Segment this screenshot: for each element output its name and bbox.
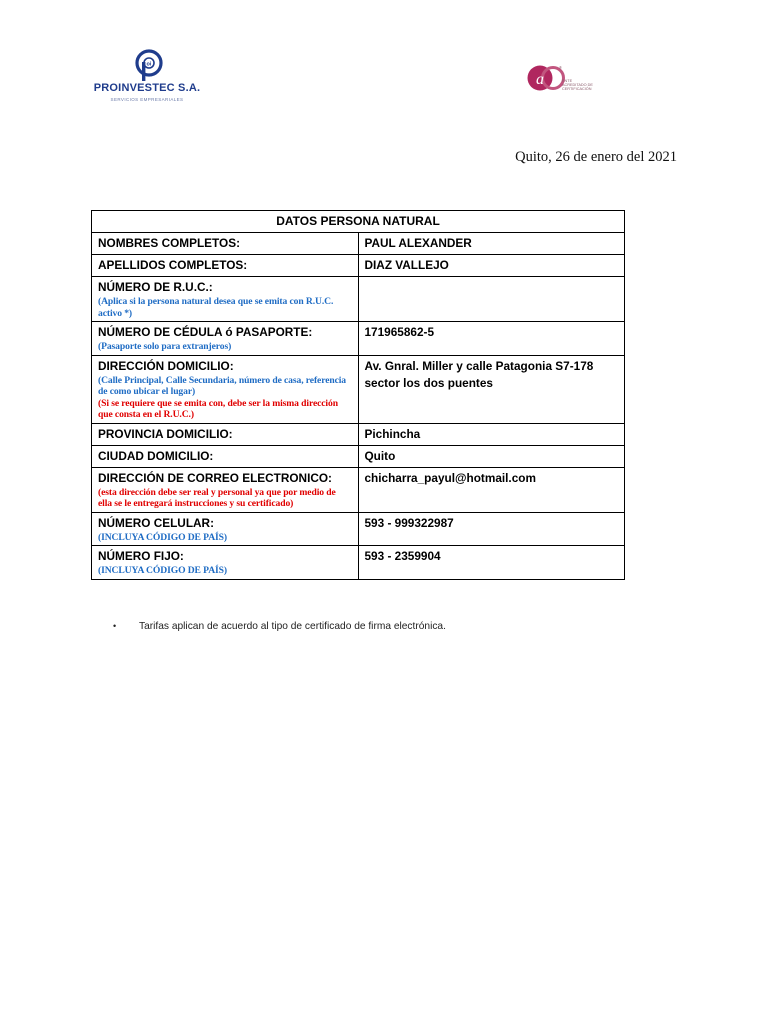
value-direccion[interactable]: Av. Gnral. Miller y calle Patagonia S7-178 sector los dos puentes <box>364 358 594 390</box>
row-provincia <box>92 423 625 445</box>
row-cedula <box>92 322 625 356</box>
note-ruc: (Aplica si la persona natural desea que se emita con R.U.C. activo *) <box>98 296 334 319</box>
document-date: Quito, 26 de enero del 2021 <box>515 149 677 165</box>
value-apellidos[interactable]: DIAZ VALLEJO <box>364 258 449 272</box>
ac-certification-logo <box>526 58 592 102</box>
label-direccion: DIRECCIÓN DOMICILIO: <box>98 358 234 373</box>
proinvestec-brand: PROINVESTEC S.A. <box>93 82 201 94</box>
value-celular[interactable]: 593 - 999322987 <box>364 515 454 530</box>
label-apellidos: APELLIDOS COMPLETOS: <box>98 258 248 272</box>
svg-text:®: ® <box>559 65 562 70</box>
bullet-icon: • <box>113 621 117 631</box>
row-fijo <box>92 546 625 580</box>
personal-data-form <box>91 210 625 580</box>
svg-text:a: a <box>536 71 544 88</box>
note-direccion-blue: (Calle Principal, Calle Secundaria, número de casa, referencia de como ubicar el lugar) <box>98 374 347 397</box>
note-correo: (esta dirección debe ser real y personal ya que por medio de ella se le entregará instrucciones y su certificado) <box>98 486 336 509</box>
value-nombres[interactable]: PAUL ALEXANDER <box>364 236 472 250</box>
label-ruc: NÚMERO DE R.U.C.: <box>98 280 213 294</box>
label-correo: DIRECCIÓN DE CORREO ELECTRONICO: <box>98 470 332 485</box>
note-celular: (INCLUYA CÓDIGO DE PAÍS) <box>98 531 227 543</box>
proinvestec-mark-icon <box>132 48 166 82</box>
value-cedula[interactable]: 171965862-5 <box>364 325 435 339</box>
label-cedula: NÚMERO DE CÉDULA ó PASAPORTE: <box>98 325 313 339</box>
row-ruc <box>92 277 625 322</box>
form-title: DATOS PERSONA NATURAL <box>92 211 625 233</box>
label-fijo: NÚMERO FIJO: <box>98 549 184 563</box>
value-correo[interactable]: chicharra_payul@hotmail.com <box>364 470 536 485</box>
row-nombres <box>92 233 625 255</box>
bullet-text: Tarifas aplican de acuerdo al tipo de certificado de firma electrónica. <box>139 621 446 632</box>
value-ciudad[interactable]: Quito <box>364 448 396 463</box>
svg-text:oi: oi <box>146 61 152 68</box>
label-provincia: PROVINCIA DOMICILIO: <box>98 426 233 441</box>
proinvestec-tagline: SERVICIOS EMPRESARIALES <box>110 97 184 102</box>
note-cedula: (Pasaporte solo para extranjeros) <box>98 341 232 352</box>
row-celular <box>92 512 625 546</box>
note-fijo: (INCLUYA CÓDIGO DE PAÍS) <box>98 565 227 576</box>
ac-subtitle: ENTE ACREDITADO DE CERTIFICACIÓN <box>562 79 593 92</box>
form-title-row <box>92 211 625 233</box>
row-correo <box>92 467 625 512</box>
row-apellidos <box>92 255 625 277</box>
row-direccion <box>92 355 625 423</box>
value-provincia[interactable]: Pichincha <box>364 426 421 441</box>
proinvestec-logo <box>92 44 202 106</box>
note-direccion-red: (Si se requiere que se emita con, debe ser la misma dirección que consta en el R.U.C.) <box>98 397 338 420</box>
ac-mark-icon <box>526 58 572 98</box>
row-ciudad <box>92 445 625 467</box>
label-ciudad: CIUDAD DOMICILIO: <box>98 448 214 463</box>
label-celular: NÚMERO CELULAR: <box>98 515 214 530</box>
label-nombres: NOMBRES COMPLETOS: <box>98 236 241 250</box>
value-fijo[interactable]: 593 - 2359904 <box>364 549 441 563</box>
tarifas-bullet <box>113 621 446 632</box>
